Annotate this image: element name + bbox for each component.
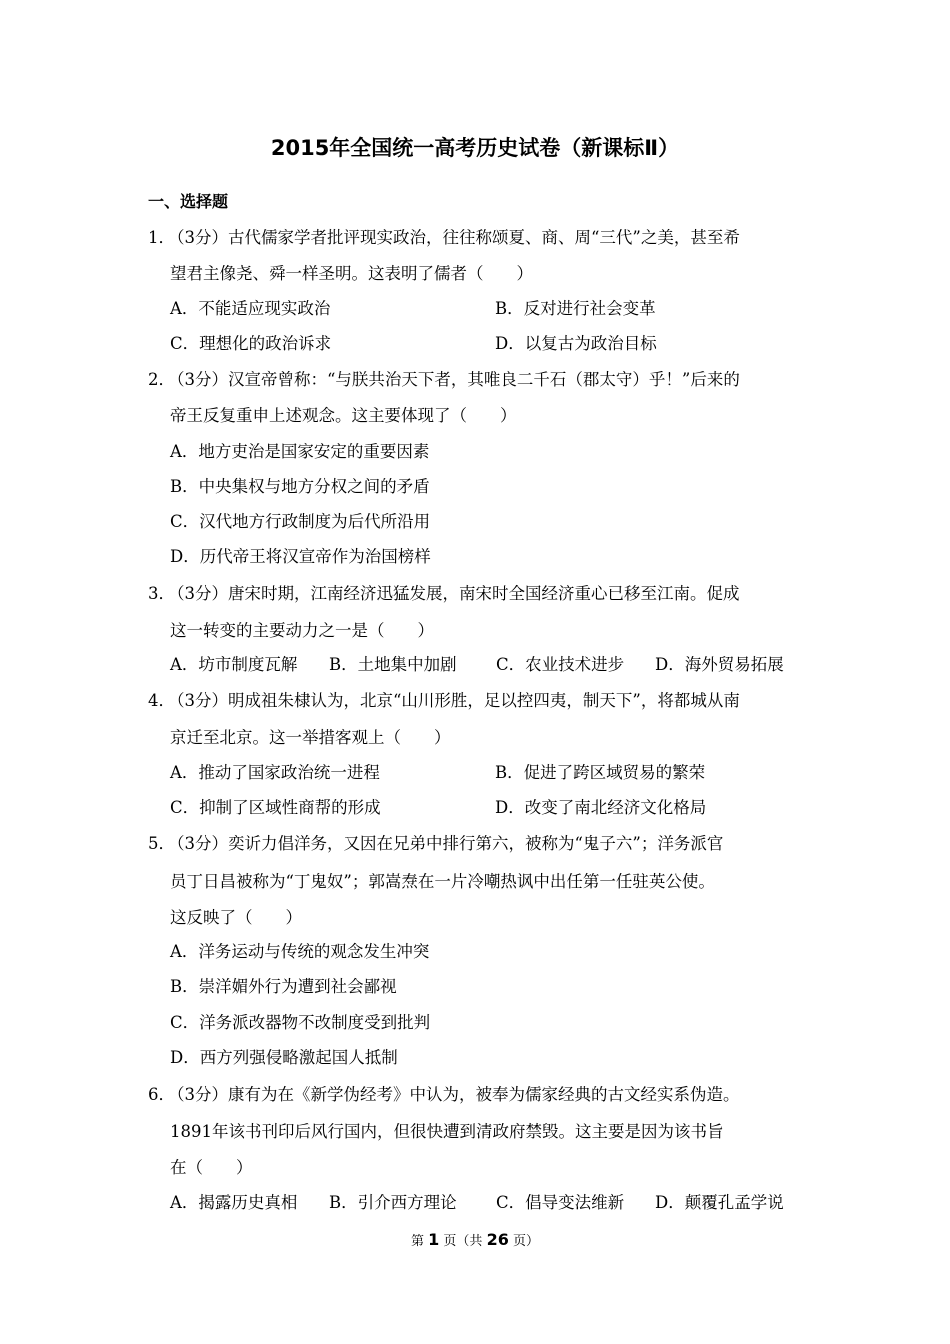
- total-pages: 26: [486, 1230, 509, 1249]
- question-text-line: 这一转变的主要动力之一是（ ）: [170, 621, 434, 640]
- question-text-line: （3分）奕䜣力倡洋务，又因在兄弟中排行第六，被称为“鬼子六”；洋务派官: [168, 834, 724, 853]
- question-text-line: （3分）唐宋时期，江南经济迅猛发展，南宋时全国经济重心已移至江南。促成: [168, 584, 740, 603]
- option-d: D．改变了南北经济文化格局: [495, 798, 707, 817]
- option-b: B．引介西方理论: [329, 1193, 457, 1212]
- question-number: 3．: [148, 584, 175, 603]
- option-c: C．农业技术进步: [496, 655, 625, 674]
- question-text-line: 员丁日昌被称为“丁鬼奴”；郭嵩焘在一片冷嘲热讽中出任第一任驻英公使。: [170, 872, 715, 891]
- question-text-line: 京迁至北京。这一举措客观上（ ）: [170, 728, 451, 747]
- question-text-line: 1891年该书刊印后风行国内，但很快遭到清政府禁毁。这主要是因为该书旨: [170, 1122, 724, 1141]
- question-text-line: （3分）古代儒家学者批评现实政治，往往称颂夏、商、周“三代”之美，甚至希: [168, 228, 740, 247]
- question-number: 4．: [148, 691, 175, 710]
- option-a: A．揭露历史真相: [170, 1193, 298, 1212]
- option-b: B．崇洋媚外行为遭到社会鄙视: [170, 977, 397, 996]
- page-footer: [0, 1230, 950, 1249]
- question-text-line: 在（ ）: [170, 1158, 253, 1177]
- question-text-line: （3分）汉宣帝曾称：“与朕共治天下者，其唯良二千石（郡太守）乎！”后来的: [168, 370, 740, 389]
- option-a: A．坊市制度瓦解: [170, 655, 298, 674]
- option-b: B．促进了跨区域贸易的繁荣: [495, 763, 706, 782]
- option-d: D．颠覆孔孟学说: [655, 1193, 784, 1212]
- question-number: 6．: [148, 1085, 175, 1104]
- question-number: 5．: [148, 834, 175, 853]
- option-c: C．抑制了区域性商帮的形成: [170, 798, 381, 817]
- option-a: A．推动了国家政治统一进程: [170, 763, 380, 782]
- page-title: 2015年全国统一高考历史试卷（新课标Ⅱ）: [270, 136, 680, 160]
- question-text-line: （3分）康有为在《新学伪经考》中认为，被奉为儒家经典的古文经实系伪造。: [168, 1085, 740, 1104]
- option-d: D．海外贸易拓展: [655, 655, 784, 674]
- question-number: 2．: [148, 370, 175, 389]
- option-a: A．地方吏治是国家安定的重要因素: [170, 442, 430, 461]
- option-d: D．西方列强侵略激起国人抵制: [170, 1048, 398, 1067]
- footer-prefix: 第: [410, 1234, 424, 1249]
- question-number: 1．: [148, 228, 175, 247]
- page-number: 1: [428, 1230, 440, 1249]
- section-heading: 一、选择题: [148, 192, 229, 211]
- question-text-line: 望君主像尧、舜一样圣明。这表明了儒者（ ）: [170, 264, 533, 283]
- footer-suffix: 页）: [512, 1234, 539, 1249]
- question-text-line: （3分）明成祖朱棣认为，北京“山川形胜，足以控四夷，制天下”，将都城从南: [168, 691, 740, 710]
- option-b: B．中央集权与地方分权之间的矛盾: [170, 477, 430, 496]
- option-c: C．理想化的政治诉求: [170, 334, 332, 353]
- option-b: B．土地集中加剧: [329, 655, 457, 674]
- option-d: D．历代帝王将汉宣帝作为治国榜样: [170, 547, 431, 566]
- question-text-line: 帝王反复重申上述观念。这主要体现了（ ）: [170, 406, 517, 425]
- footer-middle: 页（共: [443, 1234, 483, 1249]
- option-a: A．不能适应现实政治: [170, 299, 331, 318]
- option-a: A．洋务运动与传统的观念发生冲突: [170, 942, 430, 961]
- option-c: C．倡导变法维新: [496, 1193, 625, 1212]
- question-text-line: 这反映了（ ）: [170, 908, 302, 927]
- option-c: C．汉代地方行政制度为后代所沿用: [170, 512, 431, 531]
- option-d: D．以复古为政治目标: [495, 334, 657, 353]
- option-c: C．洋务派改器物不改制度受到批判: [170, 1013, 431, 1032]
- option-b: B．反对进行社会变革: [495, 299, 656, 318]
